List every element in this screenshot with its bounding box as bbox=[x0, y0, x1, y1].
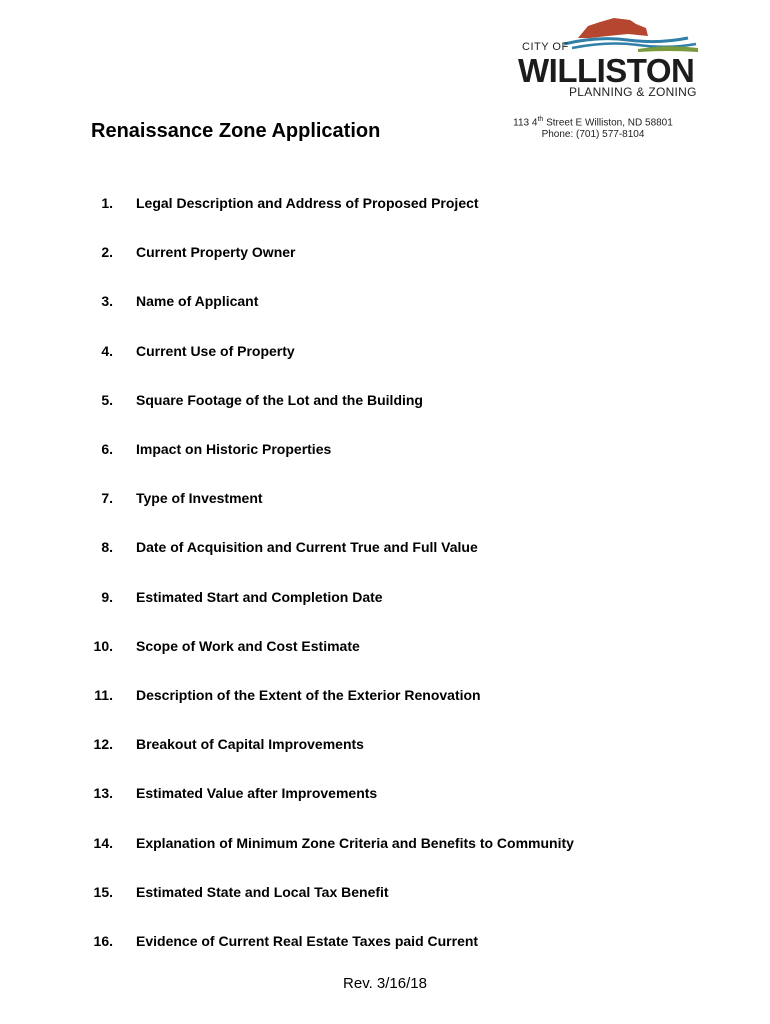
list-item-label: Scope of Work and Cost Estimate bbox=[136, 637, 360, 654]
phone-number: Phone: (701) 577-8104 bbox=[541, 129, 645, 141]
list-item-number: 2. bbox=[101, 244, 113, 261]
list-item-number: 1. bbox=[101, 195, 113, 211]
logo-department: PLANNING & ZONING bbox=[569, 85, 697, 99]
list-item-number: 14. bbox=[93, 834, 113, 851]
list-item bbox=[0, 392, 770, 410]
list-item-number: 6. bbox=[101, 441, 113, 457]
logo-city-name: WILLISTON bbox=[518, 52, 695, 89]
list-item-number: 3. bbox=[101, 293, 113, 310]
page-title: Renaissance Zone Application bbox=[91, 120, 381, 142]
list-item-number: 16. bbox=[93, 933, 113, 949]
list-item-number: 13. bbox=[93, 785, 113, 802]
list-item-number: 10. bbox=[93, 637, 113, 654]
revision-footer: Rev. 3/16/18 bbox=[343, 975, 427, 992]
list-item-label: Square Footage of the Lot and the Building bbox=[136, 391, 423, 408]
list-item-number: 8. bbox=[101, 539, 113, 556]
list-item-number: 5. bbox=[101, 391, 113, 408]
logo-city-of: CITY OF bbox=[522, 41, 569, 53]
list-item bbox=[0, 785, 770, 803]
list-item-number: 11. bbox=[94, 687, 113, 703]
list-item bbox=[0, 490, 770, 508]
list-item bbox=[0, 441, 770, 459]
street-address: 113 4th Street E Williston, ND 58801 bbox=[513, 116, 673, 129]
williston-logo bbox=[518, 14, 702, 104]
list-item-number: 9. bbox=[101, 588, 113, 605]
list-item bbox=[0, 687, 770, 705]
list-item-label: Legal Description and Address of Proposed Project bbox=[136, 195, 479, 211]
list-item bbox=[0, 539, 770, 557]
list-item bbox=[0, 736, 770, 754]
list-item bbox=[0, 244, 770, 262]
list-item bbox=[0, 589, 770, 607]
list-item-number: 4. bbox=[101, 342, 113, 359]
list-item-label: Estimated Start and Completion Date bbox=[136, 588, 383, 605]
list-item bbox=[0, 343, 770, 361]
list-item-label: Description of the Extent of the Exterior Renovation bbox=[136, 687, 481, 703]
list-item-label: Current Property Owner bbox=[136, 244, 296, 261]
list-item bbox=[0, 884, 770, 902]
list-item bbox=[0, 933, 770, 951]
list-item bbox=[0, 835, 770, 853]
list-item-label: Impact on Historic Properties bbox=[136, 441, 332, 457]
list-item-label: Explanation of Minimum Zone Criteria and Benefits to Community bbox=[136, 834, 574, 851]
contact-block bbox=[470, 114, 716, 141]
list-item bbox=[0, 293, 770, 311]
list-item-number: 15. bbox=[93, 883, 113, 900]
list-item-label: Date of Acquisition and Current True and Full Value bbox=[136, 539, 478, 556]
list-item bbox=[0, 195, 770, 213]
list-item-label: Estimated State and Local Tax Benefit bbox=[136, 883, 389, 900]
list-item-label: Type of Investment bbox=[136, 490, 263, 507]
list-item-number: 7. bbox=[101, 490, 113, 507]
list-item bbox=[0, 638, 770, 656]
list-item-label: Current Use of Property bbox=[136, 342, 295, 359]
list-item-label: Evidence of Current Real Estate Taxes paid Current bbox=[136, 933, 479, 949]
list-item-label: Breakout of Capital Improvements bbox=[136, 736, 364, 753]
list-item-label: Name of Applicant bbox=[136, 293, 259, 310]
list-item-number: 12. bbox=[93, 736, 113, 753]
list-item-label: Estimated Value after Improvements bbox=[136, 785, 378, 802]
